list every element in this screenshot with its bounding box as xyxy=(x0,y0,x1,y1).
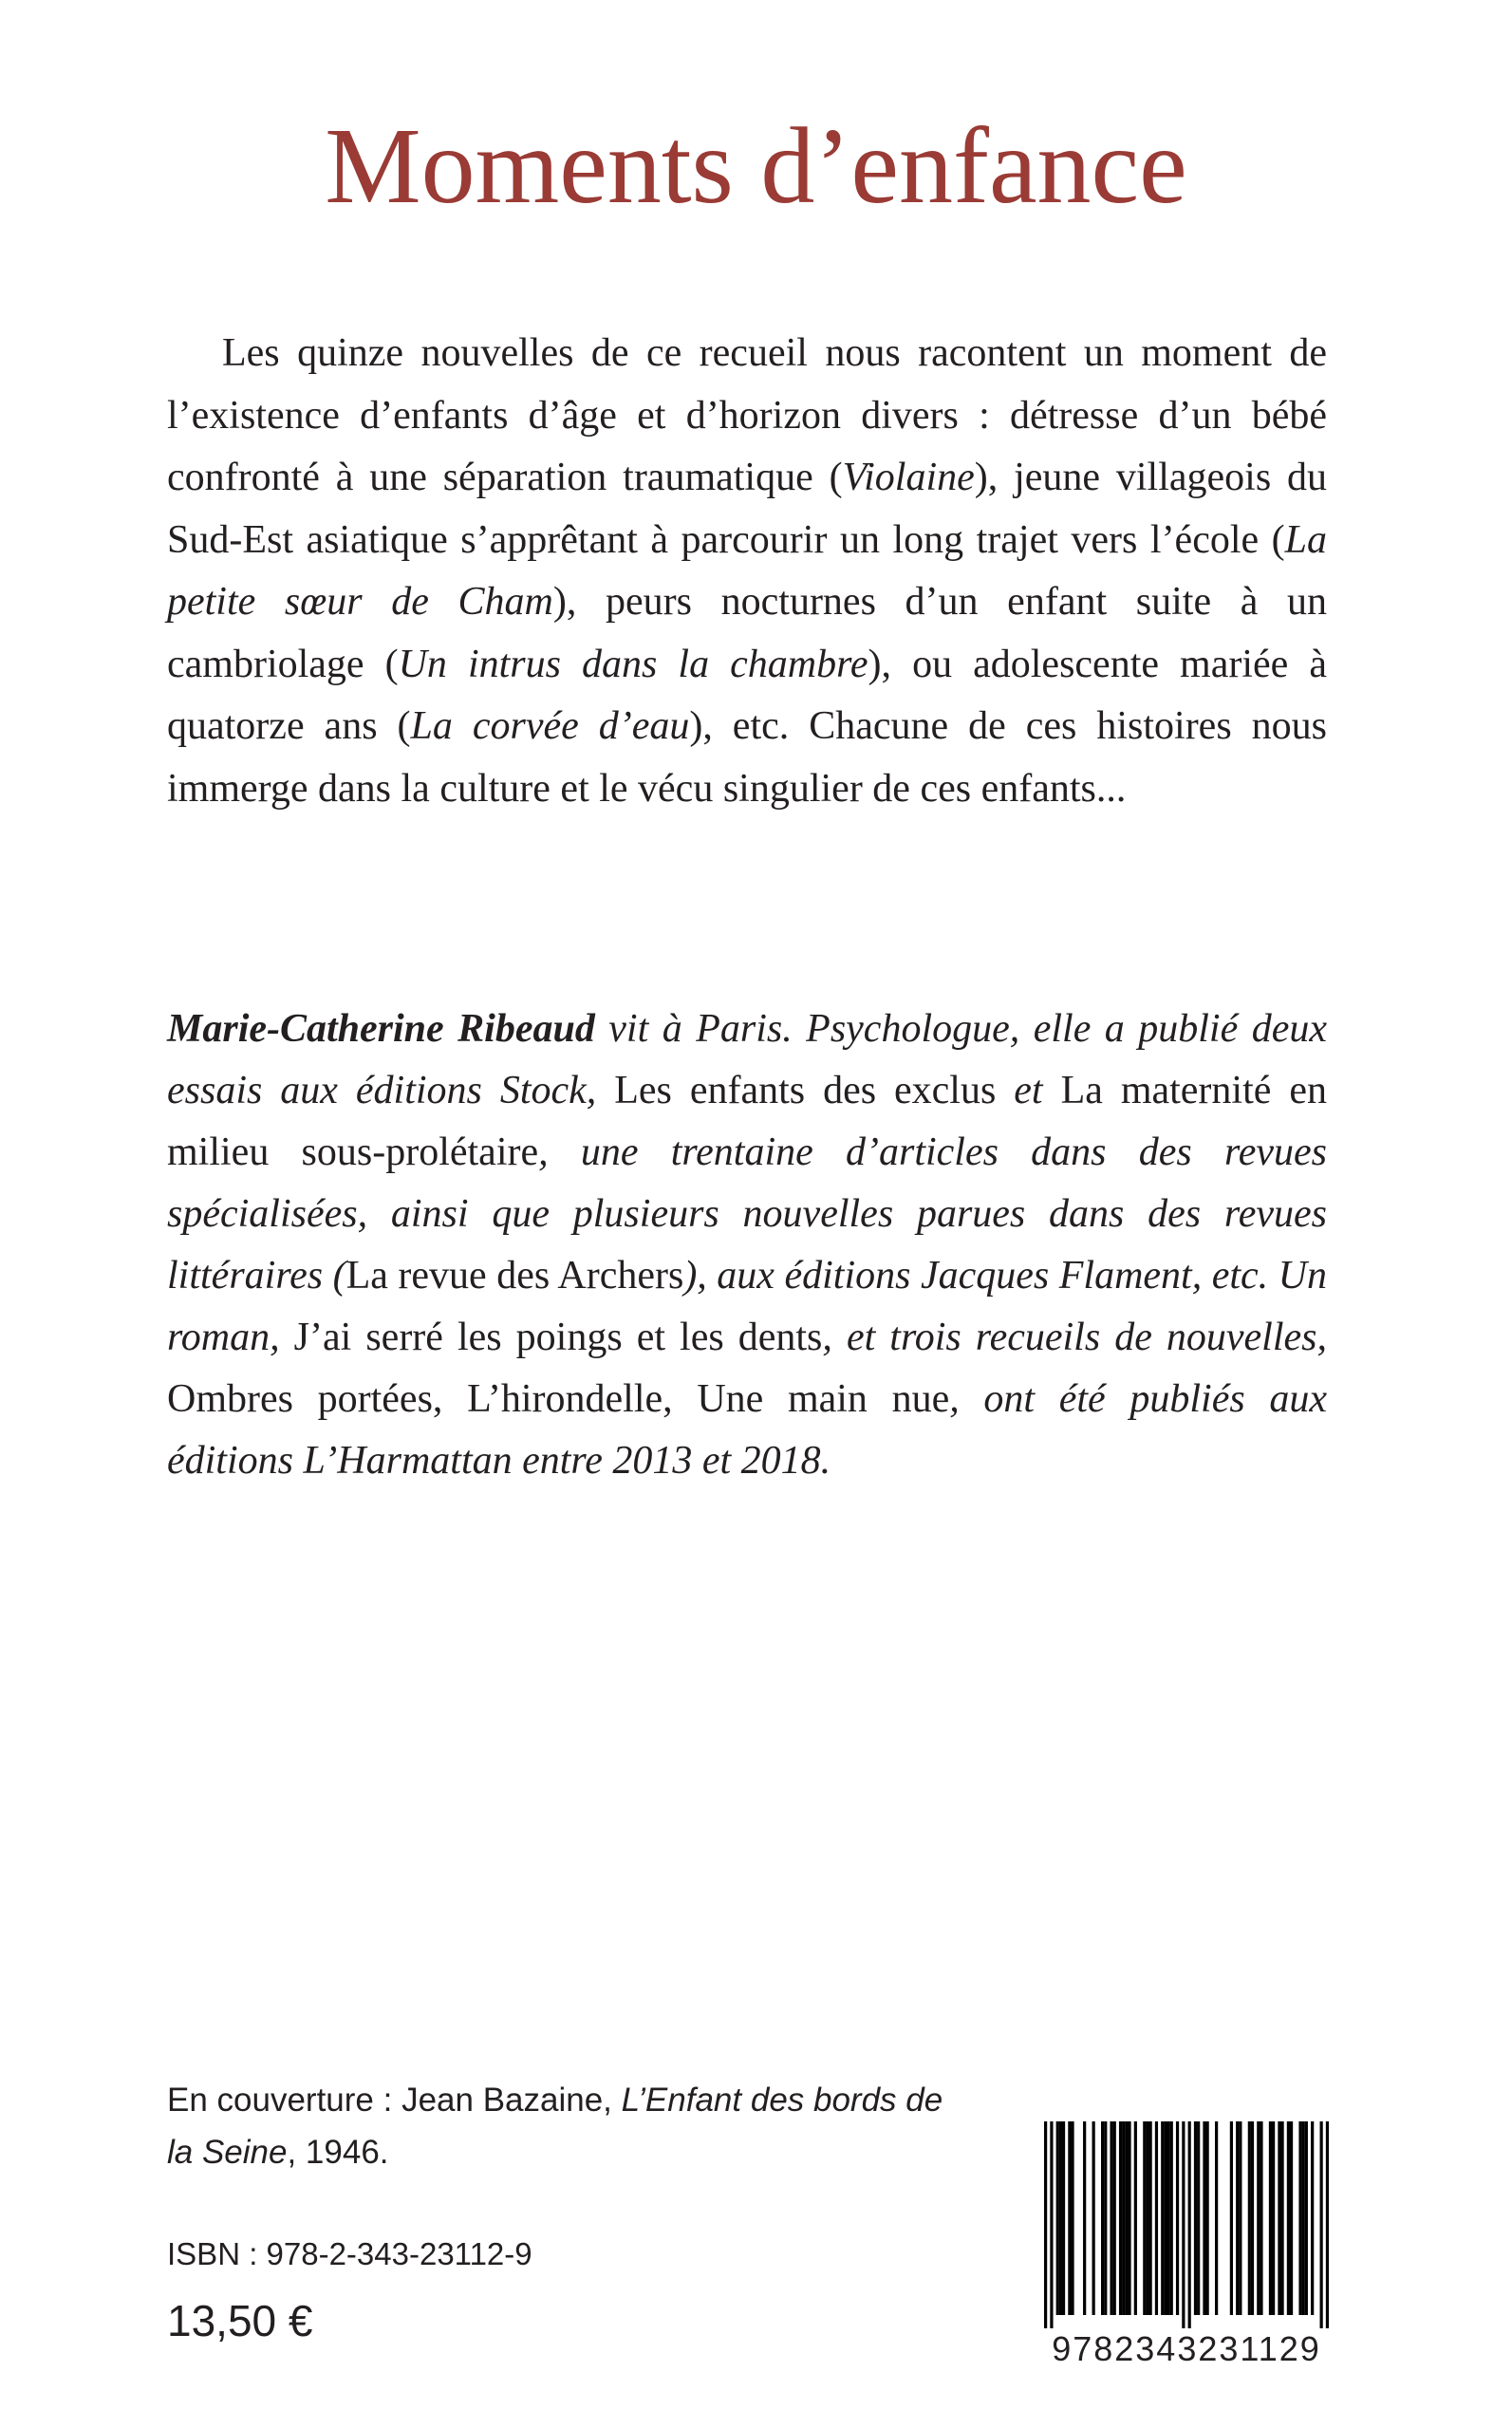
barcode-bar xyxy=(1164,2121,1167,2315)
barcode-bar xyxy=(1092,2121,1095,2315)
cover-credit xyxy=(167,2074,945,2178)
author-biography xyxy=(167,999,1327,1492)
barcode-bar xyxy=(1215,2121,1218,2315)
barcode-bar xyxy=(1188,2121,1191,2328)
summary-text: ), jeune villageois du Sud-Est asiatique s’apprêtant à parcourir un long trajet vers l’école ( xyxy=(167,456,1327,562)
bio-text: et xyxy=(996,1069,1061,1112)
story-title: Un intrus dans la chambre xyxy=(398,642,868,686)
barcode-bar xyxy=(1113,2121,1116,2315)
barcode-bars xyxy=(1044,2121,1329,2328)
barcode-bar xyxy=(1236,2121,1239,2315)
barcode-bar xyxy=(1302,2121,1305,2315)
barcode-bar xyxy=(1182,2121,1185,2328)
barcode-bar xyxy=(1176,2121,1179,2315)
barcode-bar xyxy=(1305,2121,1308,2315)
barcode-bar xyxy=(1149,2121,1152,2315)
barcode-bar xyxy=(1146,2121,1148,2315)
barcode-bar xyxy=(1143,2121,1146,2315)
barcode-bar xyxy=(1248,2121,1251,2315)
summary-text: ), etc. Chacune de ces histoires nous immerge dans la culture et le vécu singulier de ces enfants... xyxy=(167,704,1327,811)
barcode-bar xyxy=(1272,2121,1275,2315)
barcode-bar xyxy=(1203,2121,1205,2315)
barcode-bar xyxy=(1167,2121,1169,2315)
author-name: Marie-Catherine Ribeaud xyxy=(167,1007,595,1051)
book-title-ref: Ombres portées, L’hirondelle, Une main nue xyxy=(167,1377,950,1421)
barcode-bar xyxy=(1125,2121,1128,2315)
barcode-bar xyxy=(1062,2121,1065,2315)
story-title: Violaine xyxy=(842,456,975,499)
barcode-bar xyxy=(1050,2121,1053,2328)
barcode-bar xyxy=(1122,2121,1125,2315)
summary-text: ), peurs nocturnes d’un enfant suite à un cambriolage ( xyxy=(167,580,1328,686)
barcode-bar xyxy=(1251,2121,1254,2315)
artwork-title: L’Enfant des bords de la Seine xyxy=(167,2082,943,2171)
barcode-bar xyxy=(1298,2121,1301,2315)
book-title-ref: La maternité en milieu sous-prolétaire xyxy=(167,1069,1327,1174)
story-title: La corvée d’eau xyxy=(410,704,690,748)
credit-prefix: En couverture : Jean Bazaine, xyxy=(167,2082,622,2119)
barcode-bar xyxy=(1260,2121,1262,2315)
barcode-bar xyxy=(1128,2121,1130,2315)
book-title-ref: J’ai serré les poings et les dents xyxy=(293,1316,823,1359)
book-title: Moments d’enfance xyxy=(325,105,1187,226)
barcode-bar xyxy=(1311,2121,1314,2315)
barcode-bar xyxy=(1155,2121,1158,2315)
barcode-bar xyxy=(1068,2121,1071,2315)
barcode-bar xyxy=(1101,2121,1104,2315)
summary-paragraph xyxy=(167,323,1327,820)
barcode-bar xyxy=(1119,2121,1122,2315)
summary-text: Les quinze nouvelles de ce recueil nous racontent un moment de l’existence d’enfants d’âge et d’horizon divers : détresse d’un bébé confronté à une séparation traumatique ( xyxy=(167,331,1327,499)
barcode-bar xyxy=(1104,2121,1107,2315)
book-title-ref: La revue des Archers xyxy=(345,1254,684,1298)
summary-text: ), ou adolescente mariée à quatorze ans ( xyxy=(167,642,1327,748)
bio-text: ), aux éditions Jacques Flament, etc. Un roman, xyxy=(167,1254,1328,1359)
barcode-bar xyxy=(1071,2121,1073,2315)
barcode-bar xyxy=(1194,2121,1197,2315)
barcode-bar xyxy=(1278,2121,1280,2315)
bio-text: , une trentaine d’articles dans des revues spécialisées, ainsi que plusieurs nouvelles parues dans des revues littéraires ( xyxy=(167,1130,1327,1298)
barcode-bar xyxy=(1230,2121,1233,2315)
barcode-bar xyxy=(1320,2121,1323,2328)
book-title-ref: Les enfants des exclus xyxy=(614,1069,997,1112)
barcode xyxy=(1044,2121,1329,2368)
isbn-label: ISBN : 978-2-343-23112-9 xyxy=(167,2236,532,2271)
barcode-bar xyxy=(1056,2121,1059,2315)
barcode-bar xyxy=(1287,2121,1290,2315)
barcode-bar xyxy=(1110,2121,1112,2315)
barcode-bar xyxy=(1197,2121,1200,2315)
barcode-bar xyxy=(1326,2121,1329,2328)
story-title: La petite sœur de Cham xyxy=(167,517,1327,624)
barcode-bar xyxy=(1059,2121,1062,2315)
barcode-bar xyxy=(1257,2121,1260,2315)
barcode-digits: 9782343231129 xyxy=(1052,2329,1321,2368)
barcode-bar xyxy=(1280,2121,1283,2315)
bio-text: , et trois recueils de nouvelles, xyxy=(822,1316,1327,1359)
barcode-bar xyxy=(1206,2121,1209,2315)
price-label: 13,50 € xyxy=(167,2296,313,2345)
barcode-bar xyxy=(1290,2121,1293,2315)
barcode-bar xyxy=(1269,2121,1272,2315)
barcode-bar xyxy=(1083,2121,1086,2315)
barcode-bar xyxy=(1161,2121,1164,2315)
barcode-bar xyxy=(1134,2121,1137,2315)
barcode-bar xyxy=(1239,2121,1241,2315)
bio-text: , ont été publiés aux éditions L’Harmattan entre 2013 et 2018. xyxy=(167,1377,1327,1483)
barcode-bar xyxy=(1044,2121,1047,2328)
bio-text: vit à Paris. Psychologue, elle a publié deux essais aux éditions Stock, xyxy=(167,1007,1327,1112)
credit-suffix: , 1946. xyxy=(287,2134,389,2171)
barcode-bar xyxy=(1170,2121,1173,2315)
